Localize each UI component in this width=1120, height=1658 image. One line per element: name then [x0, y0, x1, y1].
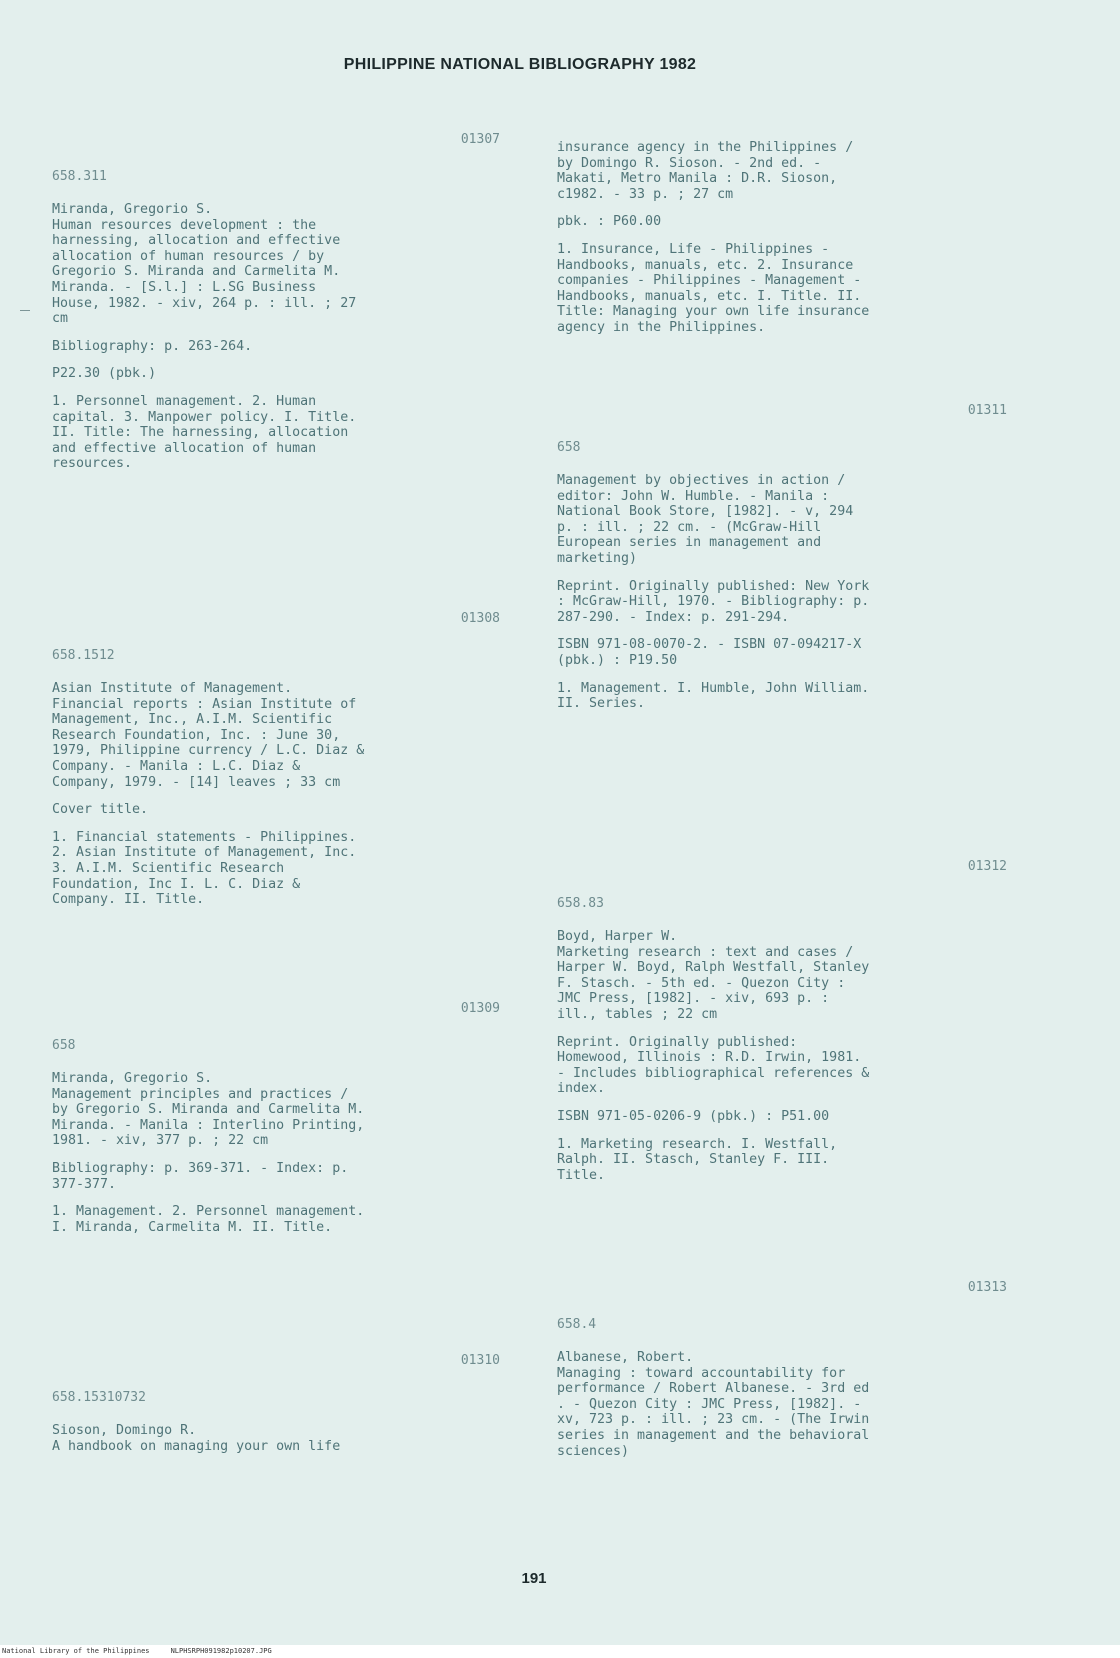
classification-number: 658.1512: [52, 648, 115, 663]
entry-paragraph: pbk. : P60.00: [557, 214, 662, 230]
bibliographic-entry: [557, 403, 1007, 724]
entry-paragraph: Reprint. Originally published: New York : McGraw-Hill, 1970. - Bibliography: p. 287-290. - Index: p. 291-294.: [557, 578, 870, 625]
bibliographic-entry: [557, 859, 1007, 1195]
entry-paragraph: Sioson, Domingo R. A handbook on managing your own life: [52, 1423, 341, 1454]
bibliographic-entry: [52, 1353, 500, 1466]
entry-paragraph: 1. Management. I. Humble, John William. II. Series.: [557, 680, 870, 712]
entry-number: 01311: [967, 403, 1007, 418]
entry-number: 01309: [460, 1001, 500, 1016]
entry-number: 01313: [967, 1280, 1007, 1295]
entry-paragraph: Management by objectives in action / editor: John W. Humble. - Manila : National Book Store, [1982]. - v, 294 p. : ill. ; 22 cm. - (McGraw-Hill European series in management and marketing): [557, 473, 854, 566]
entry-paragraph: 1. Insurance, Life - Philippines - Handbooks, manuals, etc. 2. Insurance companies - Philippines - Management - Handbooks, manuals, etc. I. Title. II. Title: Managing your own life insurance agency in the Philippines.: [557, 241, 870, 335]
scan-footer: National Library of the Philippines NLPHSRPH091982p10207.JPG: [0, 1645, 1120, 1658]
classification-number: 658: [52, 1038, 76, 1053]
entry-paragraph: Boyd, Harper W. Marketing research : text and cases / Harper W. Boyd, Ralph Westfall, Stanley F. Stasch. - 5th ed. - Quezon City : JMC Press, [1982]. - xiv, 693 p. : ill., tables ; 22 cm: [557, 929, 870, 1022]
classification-number: 658: [557, 440, 581, 455]
margin-mark: [20, 310, 30, 311]
entry-paragraph: Bibliography: p. 369-371. - Index: p. 377-377.: [52, 1160, 349, 1192]
entry-paragraph: 1. Financial statements - Philippines. 2. Asian Institute of Management, Inc. 3. A.I.M. Scientific Research Foundation, Inc I. L. C. Diaz & Company. II. Title.: [52, 829, 357, 908]
bibliographic-entry: [557, 140, 1007, 348]
bibliographic-entry: [52, 1001, 500, 1247]
entry-paragraph: P22.30 (pbk.): [52, 366, 157, 382]
entry-paragraph: Bibliography: p. 263-264.: [52, 338, 253, 354]
classification-number: 658.4: [557, 1317, 597, 1332]
entry-paragraph: Miranda, Gregorio S. Human resources development : the harnessing, allocation and effective allocation of human resources / by Gregorio S. Miranda and Carmelita M. Miranda. - [S.l.] : L.SG Business House, 1982. - xiv, 264 p. : ill. ; 27 cm: [52, 202, 357, 327]
entry-paragraph: Miranda, Gregorio S. Management principles and practices / by Gregorio S. Miranda and Carmelita M. Miranda. - Manila : Interlino Printing, 1981. - xiv, 377 p. ; 22 cm: [52, 1071, 365, 1149]
entry-number: 01308: [460, 611, 500, 626]
entry-number: 01307: [460, 132, 500, 147]
entry-paragraph: Asian Institute of Management. Financial reports : Asian Institute of Management, Inc., A.I.M. Scientific Research Foundation, Inc. : June 30, 1979, Philippine currency / L.C. Diaz & Company. - Manila : L.C. Diaz & Company, 1979. - [14] leaves ; 33 cm: [52, 681, 365, 790]
entry-paragraph: ISBN 971-05-0206-9 (pbk.) : P51.00: [557, 1108, 830, 1124]
entry-paragraph: Reprint. Originally published: Homewood, Illinois : R.D. Irwin, 1981. - Includes bibliographical references & index.: [557, 1034, 870, 1097]
entry-paragraph: 1. Personnel management. 2. Human capital. 3. Manpower policy. I. Title. II. Title: The harnessing, allocation and effective allocation of human resources.: [52, 393, 357, 472]
page-title: PHILIPPINE NATIONAL BIBLIOGRAPHY 1982: [343, 56, 697, 73]
bibliographic-entry: [557, 1280, 1007, 1471]
entry-paragraph: ISBN 971-08-0070-2. - ISBN 07-094217-X (pbk.) : P19.50: [557, 637, 862, 668]
classification-number: 658.15310732: [52, 1390, 146, 1405]
page-number: 191: [521, 1570, 547, 1587]
entry-paragraph: Albanese, Robert. Managing : toward accountability for performance / Robert Albanese. - 3rd ed . - Quezon City : JMC Press, [1982]. - xv, 723 p. : ill. ; 23 cm. - (The Irwin series in management and the behavioral sciences): [557, 1350, 870, 1459]
entry-paragraph: 1. Marketing research. I. Westfall, Ralph. II. Stasch, Stanley F. III. Title.: [557, 1136, 838, 1183]
entry-number: 01310: [460, 1353, 500, 1368]
entry-paragraph: Cover title.: [52, 802, 149, 818]
classification-number: 658.83: [557, 896, 604, 911]
entry-paragraph: 1. Management. 2. Personnel management. I. Miranda, Carmelita M. II. Title.: [52, 1204, 365, 1235]
entry-number: 01312: [967, 859, 1007, 874]
entry-paragraph: insurance agency in the Philippines / by Domingo R. Sioson. - 2nd ed. - Makati, Metro Manila : D.R. Sioson, c1982. - 33 p. ; 27 cm: [557, 140, 854, 202]
bibliographic-entry: [52, 611, 500, 920]
classification-number: 658.311: [52, 169, 107, 184]
bibliographic-entry: [52, 132, 500, 484]
